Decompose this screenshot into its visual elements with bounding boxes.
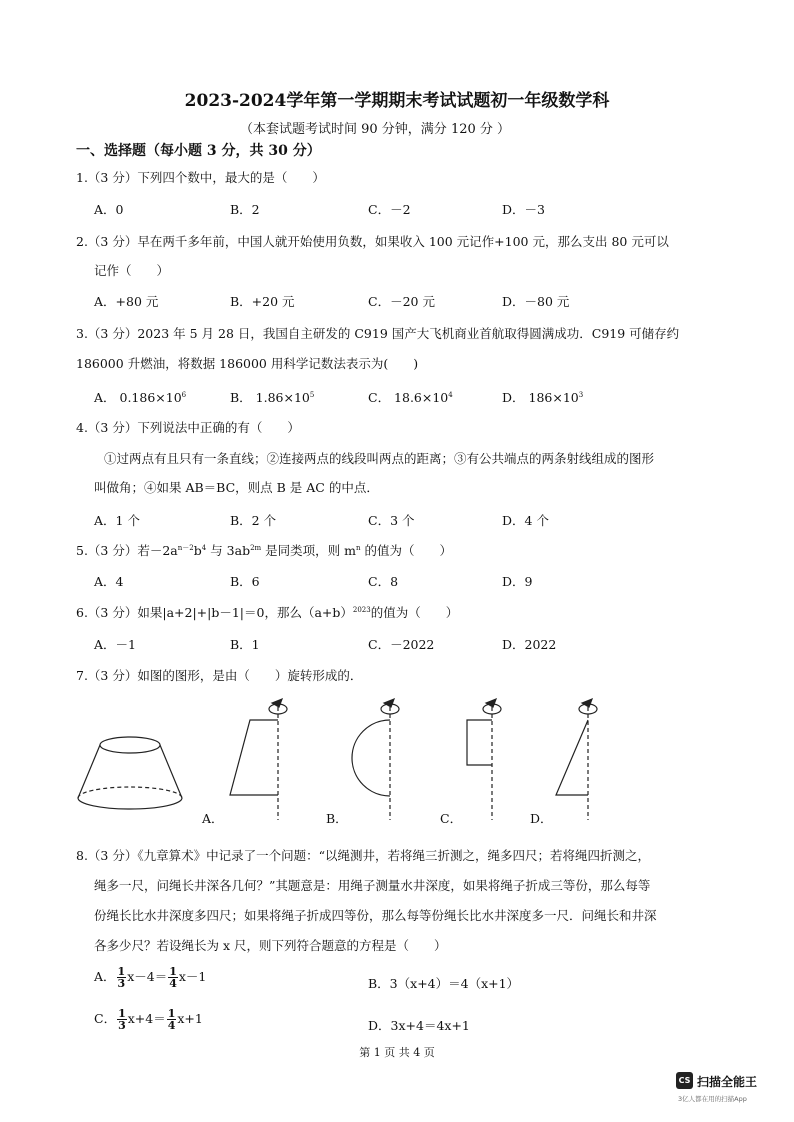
frustum-figure [78,737,182,809]
option-d-shape [556,699,597,820]
q7-option-d: D． [530,811,553,826]
q3-option-d: D． $186\times 10^3$ [502,390,584,405]
q3-option-b: B． $1.86\times 10^5$ [230,390,315,405]
q1-option-a: A．0 [94,202,124,217]
q3-option-a: A． $0.186\times 10^6$ [94,390,187,405]
q1-option-d: D．－3 [502,202,545,217]
question-3-stem: 3.（3 分）2023 年 5 月 28 日，我国自主研发的 C919 国产大飞机商业首航取得圆满成功．C919 可储存约 [76,326,680,341]
q8-option-b: B．3（x+4）＝4（x+1） [368,976,520,991]
q7-option-a: A． [202,811,224,826]
question-8-stem-cont-1: 绳多一尺，问绳长井深各几何？”其题意是：用绳子测量水井深度，如果将绳子折成三等份，那么每等 [94,878,651,893]
question-4-stem: 4.（3 分）下列说法中正确的有（ ） [76,420,300,435]
question-2-stem: 2.（3 分）早在两千多年前，中国人就开始使用负数，如果收入 100 元记作+100 元，那么支出 80 元可以 [76,234,669,249]
q4-option-c: C．3 个 [368,513,415,528]
q6-option-b: B．1 [230,637,260,652]
question-8-stem: 8.（3 分）《九章算术》中记录了一个问题：“以绳测井，若将绳三折测之，绳多四尺；若将绳四折测之， [76,848,650,863]
q6-option-d: D．2022 [502,637,557,652]
page-number: 第 1 页 共 4 页 [359,1046,435,1059]
q2-option-b: B．+20 元 [230,294,295,309]
q2-option-a: A．+80 元 [94,294,159,309]
section-heading: 一、选择题（每小题 3 分，共 30 分） [76,143,321,159]
q6-option-a: A．－1 [94,637,136,652]
camscanner-tagline: 3亿人都在用的扫描App [678,1095,747,1103]
q1-option-c: C．－2 [368,202,411,217]
q7-option-b: B． [326,811,348,826]
question-3-stem-cont: 186000 升燃油，将数据 186000 用科学记数法表示为( ) [76,356,419,371]
q4-option-d: D．4 个 [502,513,549,528]
q4-option-a: A．1 个 [94,513,140,528]
camscanner-logo-icon: CS [676,1072,693,1089]
q8-option-d: D．3x+4＝4x+1 [368,1018,470,1033]
q7-option-c: C． [440,811,463,826]
q3-option-c: C． $18.6\times 10^4$ [368,390,453,405]
q2-option-d: D．－80 元 [502,294,570,309]
q4-option-b: B．2 个 [230,513,277,528]
q8-option-a: A． $\frac{1}{3}$ x－4＝ $\frac{1}{4}$ x－1 [94,965,207,990]
exam-title: 2023-2024学年第一学期期末考试试题初一年级数学科 [184,91,610,111]
q8-option-c: C． $\frac{1}{3}$ x+4＝ $\frac{1}{4}$ x+1 [94,1007,203,1032]
option-c-shape [467,699,501,820]
q2-option-c: C．－20 元 [368,294,435,309]
q6-option-c: C．－2022 [368,637,435,652]
question-7-stem: 7.（3 分）如图的图形，是由（ ）旋转形成的． [76,668,363,683]
option-b-shape [352,699,399,820]
question-8-stem-cont-3: 各多少尺？若设绳长为 x 尺，则下列符合题意的方程是（ ） [94,938,447,953]
q1-option-b: B．2 [230,202,260,217]
exam-subtitle: （本套试题考试时间 90 分钟，满分 120 分 ） [240,122,511,137]
question-4-statements: ①过两点有且只有一条直线；②连接两点的线段叫两点的距离；③有公共端点的两条射线组成的图形 [104,451,655,466]
q5-option-b: B．6 [230,574,260,589]
q5-option-d: D．9 [502,574,533,589]
question-5-stem: 5.（3 分）若$-2a^{n-2}b^4$ 与 $3ab^{2m}$ 是同类项，则 $m^n$ 的值为（ ） [76,543,452,558]
q5-option-a: A．4 [94,574,124,589]
question-4-statements-cont: 叫做角；④如果 AB＝BC，则点 B 是 AC 的中点． [94,480,379,495]
option-a-shape [230,699,287,820]
camscanner-name: 扫描全能王 [697,1075,758,1089]
q5-option-c: C．8 [368,574,399,589]
question-8-stem-cont-2: 份绳长比水井深度多四尺；如果将绳子折成四等份，那么每等份绳长比水井深度多一尺．问绳长和井深 [94,908,657,923]
question-1-stem: 1.（3 分）下列四个数中，最大的是（ ） [76,170,325,185]
question-6-stem: 6.（3 分）如果|a+2|+|b－1|＝0，那么$(a+b)^{2023}$的值为（ ） [76,605,459,620]
question-2-stem-cont: 记作（ ） [94,263,170,278]
